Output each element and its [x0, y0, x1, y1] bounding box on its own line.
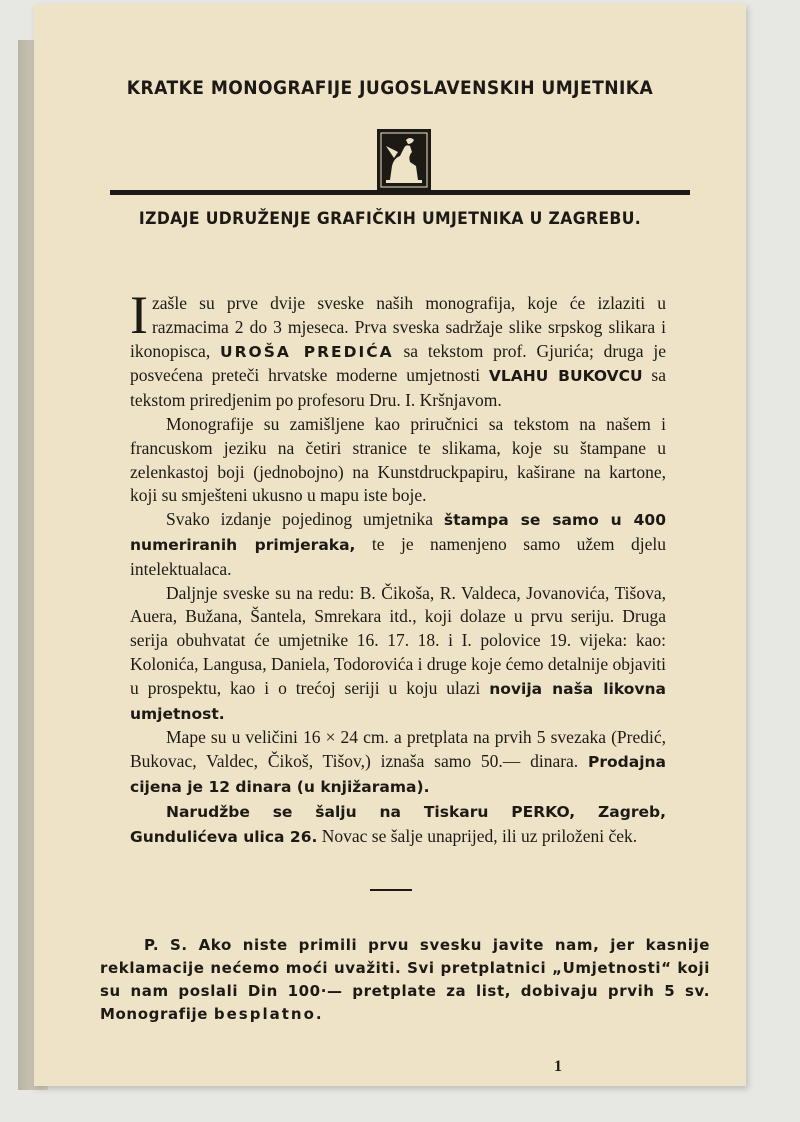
- paragraph-2: Monografije su zamišljene kao priručnici sa tekstom na našem i francuskom jeziku na četiri stranice te slikama, koje su štampane u zelenkastoj boji (jednobojno) na Kunstdruckpapiru, kaširane na kartone, koji su smješteni ukusno u mapu iste boje.: [130, 413, 666, 506]
- drop-cap: I: [130, 285, 148, 345]
- order-address: Narudžbe se šalju na Tiskaru PERKO, Zagreb, Gundulićeva ulica 26.: [130, 802, 666, 846]
- edition-note: štampa se samo u 400 numeriranih primjeraka,: [130, 511, 666, 554]
- paragraph-3: Svako izdanje pojedinog umjetnika štampa se samo u 400 numeriranih primjeraka, te je namenjeno samo užem djelu intelektualaca.: [130, 509, 666, 579]
- document-sheet: [34, 4, 746, 1086]
- name-predic: UROŠA PREDIĆA: [220, 342, 394, 361]
- page-mark: 1: [554, 1058, 562, 1075]
- header-rule: [110, 190, 690, 195]
- series-title: KRATKE MONOGRAFIJE JUGOSLAVENSKIH UMJETNIKA: [126, 77, 654, 99]
- sphinx-emblem-icon: [376, 128, 432, 192]
- paragraph-5: Mape su u veličini 16 × 24 cm. a pretplata na prvih 5 svezaka (Predić, Bukovac, Valdec, Čikoš, Tišov,) iznaša samo 50.— dinara. Prodajna cijena je 12 dinara (u knjižarama).: [130, 727, 666, 796]
- postscript: P. S. Ako niste primili prvu svesku javite nam, jer kasnije reklamacije nećemo moći uvažiti. Svi pretplatnici „Umjetnosti“ koji su nam poslali Din 100·— pretplate za list, dobivaju prvih 5 sv. Monografije besplatno.: [100, 936, 710, 1023]
- paragraph-1: Izašle su prve dvije sveske naših monografija, koje će izlaziti u razmacima 2 do 3 mjeseca. Prva sveska sadržaje slike srpskog slikara i ikonopisca, UROŠA PREDIĆA sa tekstom prof. Gjurića; druga je posvećena preteči hrvatske moderne umjetnosti VLAHU BUKOVCU sa tekstom priredjenim po profesoru Dru. I. Kršnjavom.: [130, 285, 666, 411]
- paragraph-4: Daljnje sveske su na redu: B. Čikoša, R. Valdeca, Jovanovića, Tišova, Auera, Bužana, Šantela, Smrekara itd., koji dolaze u prvu seriju. Druga serija obuhvatat će umjetnike 16. 17. 18. i I. polovice 19. vijeka: kao: Kolonića, Langusa, Daniela, Todorovića i druge koje ćemo detalnije objaviti u prospektu, kao i o trećoj seriji u koju ulazi novija naša likovna umjetnost.: [130, 582, 666, 723]
- paragraph-6: Narudžbe se šalju na Tiskaru PERKO, Zagreb, Gundulićeva ulica 26. Novac se šalje unaprijed, ili uz priloženi ček.: [130, 802, 666, 846]
- third-series-note: novija naša likovna umjetnost.: [130, 679, 666, 723]
- name-bukovac: VLAHU BUKOVCU: [488, 367, 643, 386]
- body-text: [130, 285, 666, 849]
- price-note: Prodajna cijena je 12 dinara (u knjižarama).: [130, 753, 666, 796]
- section-divider: [370, 889, 412, 891]
- postscript-free: besplatno.: [213, 1005, 324, 1023]
- publisher-line: IZDAJE UDRUŽENJE GRAFIČKIH UMJETNIKA U ZAGREBU.: [138, 209, 642, 229]
